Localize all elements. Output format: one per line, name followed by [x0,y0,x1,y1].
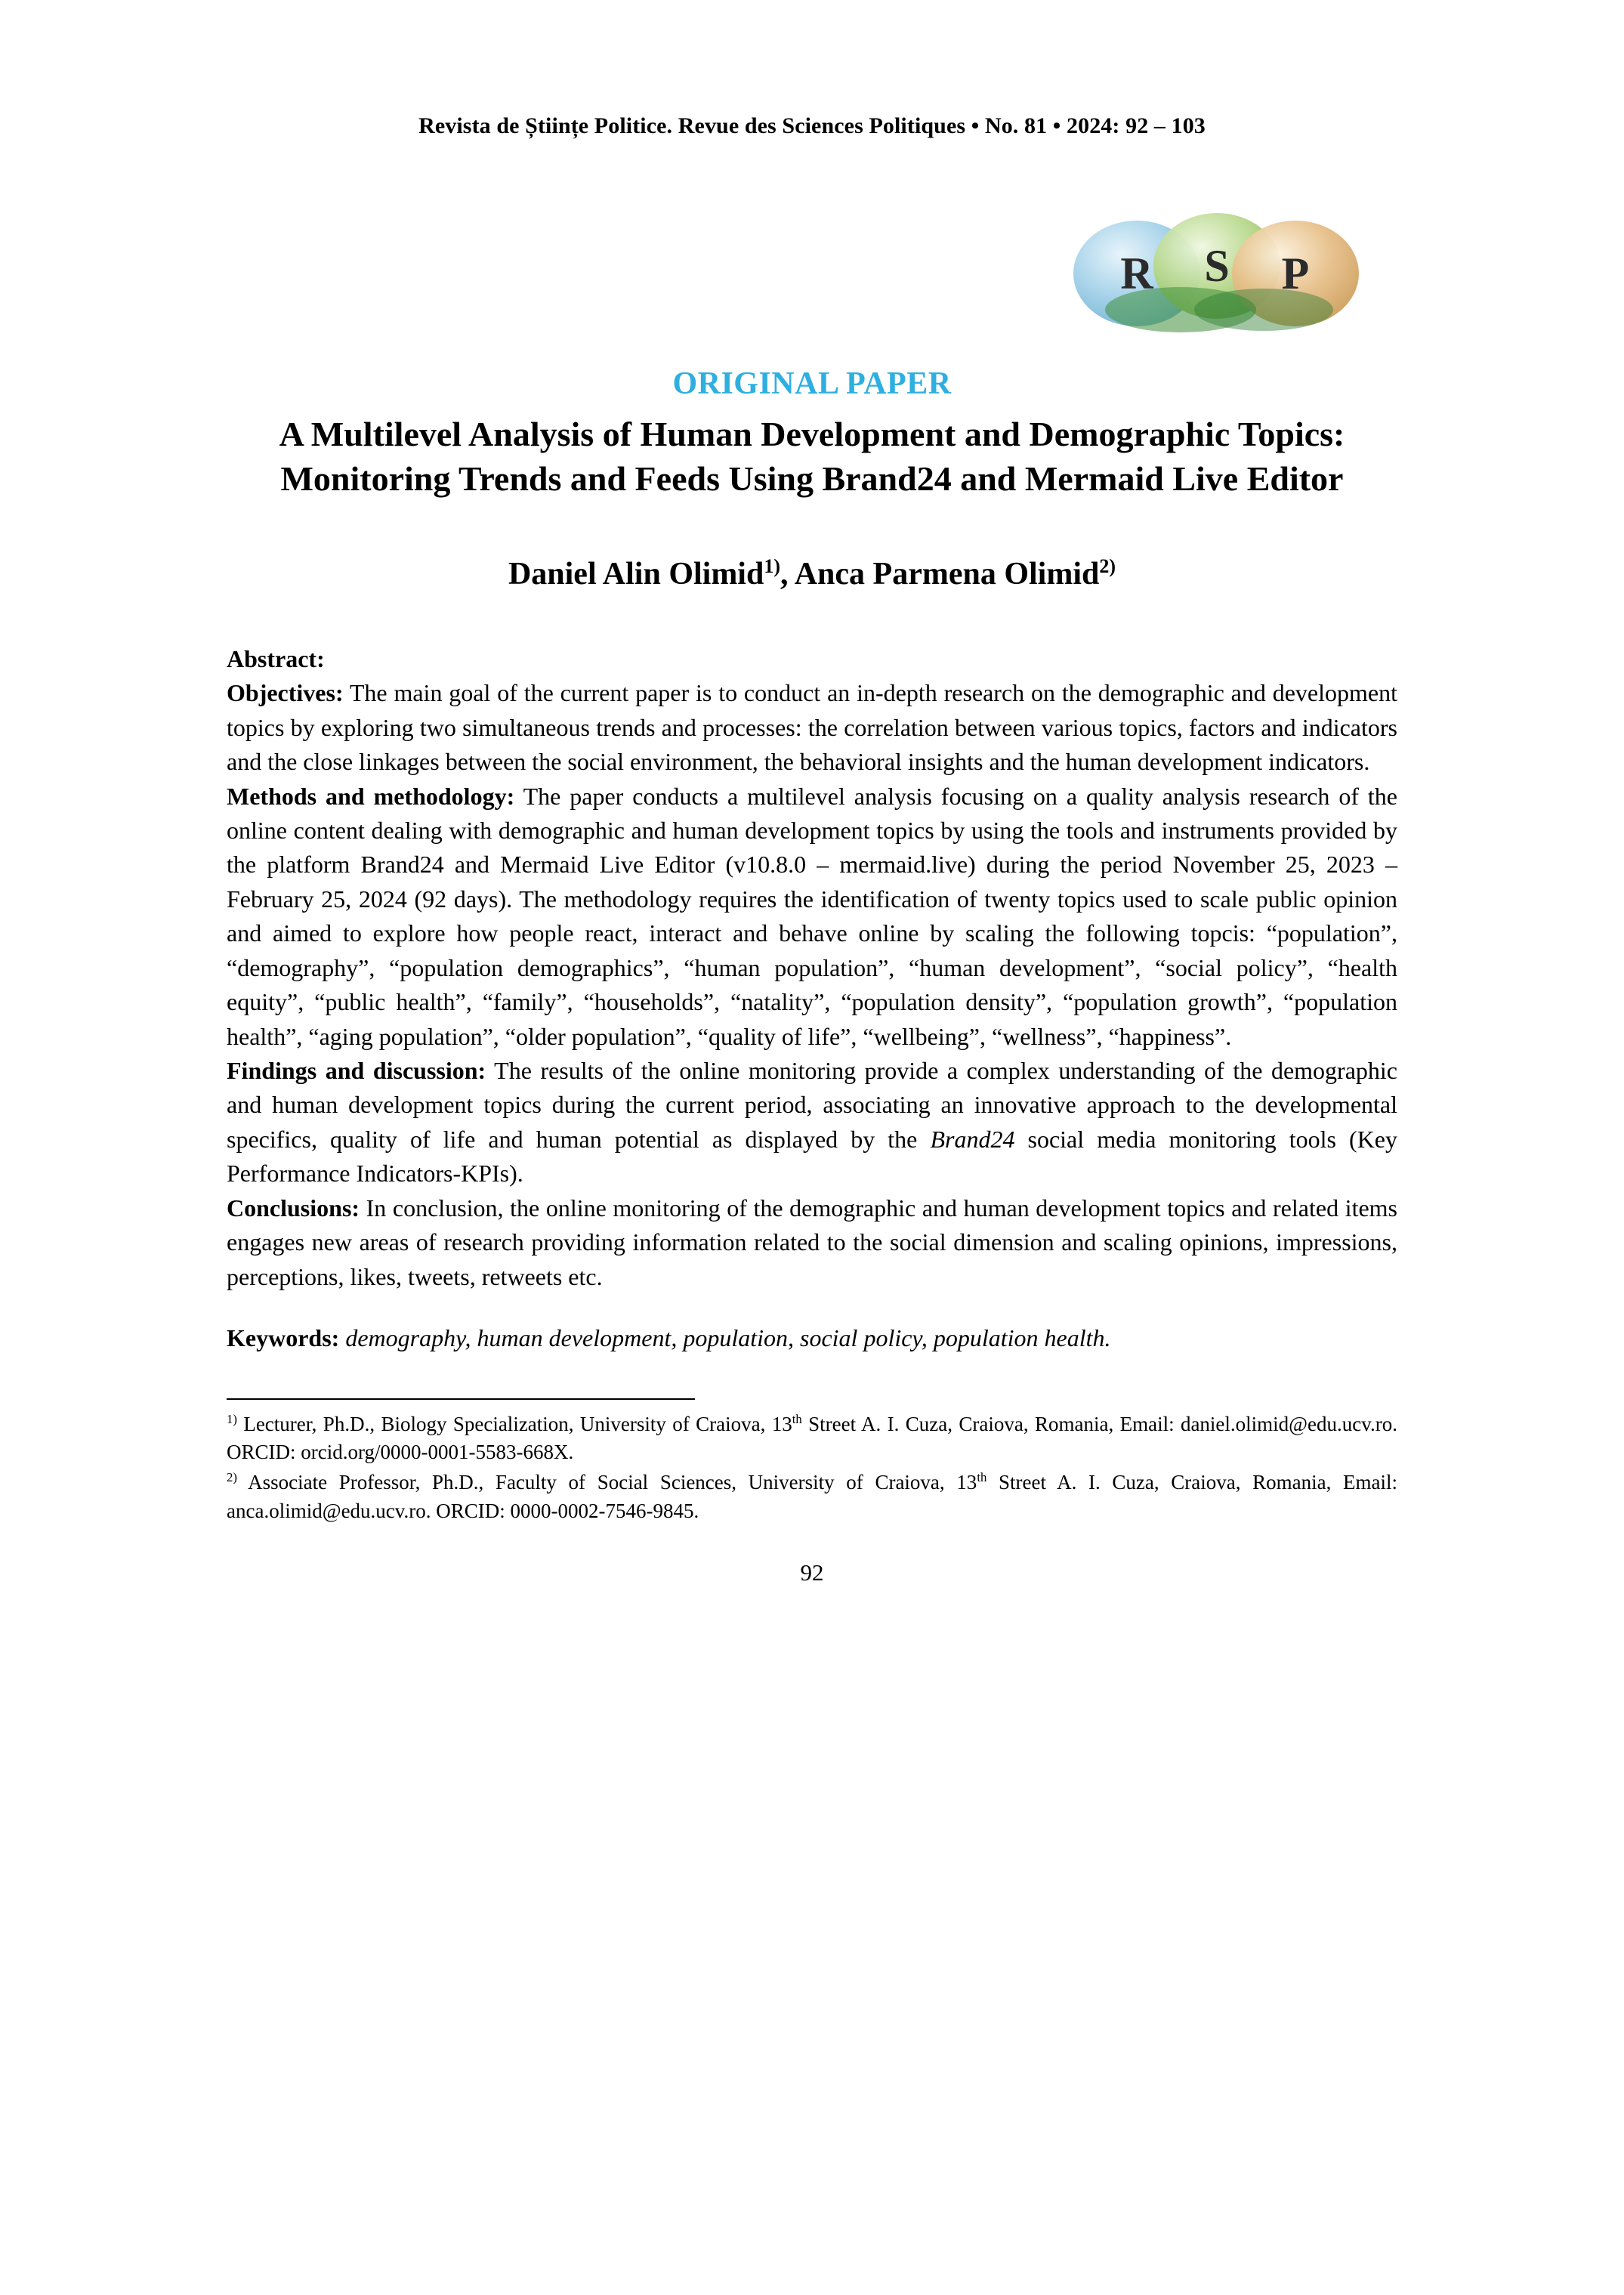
author-two-affiliation-marker: 2) [1099,554,1116,577]
abstract-objectives [227,676,1397,779]
findings-brand-name: Brand24 [930,1125,1015,1153]
svg-text:P: P [1281,249,1310,298]
footnote-two [227,1469,1397,1526]
methods-text: The paper conducts a multilevel analysis focusing on a quality analysis research of the online content dealing with demographic and human development topics by using the tools and instruments provided by the platform Brand24 and Mermaid Live Editor (v10.8.0 – mermaid.live) during the period November 25, 2023 – February 25, 2024 (92 days). The methodology requires the identification of twenty topics used to scale public opinion and aimed to explore how people react, interact and behave online by scaling the following topcis: “population”, “demography”, “population demographics”, “human population”, “human development”, “social policy”, “health equity”, “public health”, “family”, “households”, “natality”, “population density”, “population growth”, “population health”, “aging population”, “older population”, “quality of life”, “wellbeing”, “wellness”, “happiness”. [227,782,1398,1050]
footnote-one [227,1410,1397,1468]
footnote-one-marker: 1) [227,1411,237,1426]
svg-text:R: R [1120,249,1153,298]
abstract-section [227,642,1397,1294]
rsp-journal-logo [1069,204,1363,347]
page-title: A Multilevel Analysis of Human Development and Demographic Topics: Monitoring Trends and Feeds Using Brand24 and Mermaid Live Editor [279,415,1345,498]
footnote-two-text-a: Associate Professor, Ph.D., Faculty of Social Sciences, University of Craiova, 13 [236,1471,977,1494]
title-block [227,366,1397,502]
page-number: 92 [800,1558,824,1586]
conclusions-text: In conclusion, the online monitoring of the demographic and human development topics and related items engages new areas of research providing information related to the social dimension and scaling opinions, impressions, perceptions, likes, tweets, retweets etc. [227,1194,1397,1290]
author-separator: , [780,556,795,592]
author-one-affiliation-marker: 1) [764,554,781,577]
svg-text:S: S [1204,241,1230,291]
abstract-conclusions [227,1191,1397,1294]
keywords-text: demography, human development, population, social policy, population health. [339,1324,1111,1352]
objectives-text: The main goal of the current paper is to conduct an in-depth research on the demographic and development topics by exploring two simultaneous trends and processes: the correlation between various topics, factors and indicators and the close linkages between the social environment, the behavioral insights and the human development indicators. [227,679,1397,776]
footnote-one-text-a: Lecturer, Ph.D., Biology Specialization, University of Craiova, 13 [236,1412,792,1435]
findings-text-part-1: The results of the online monitoring provide a complex understanding of the demographic and human development topics during the current period, associating an innovative approach to the developmental specifics, quality of life and human potential as displayed by the [227,1057,1398,1153]
footnote-one-text-b: Street A. I. Cuza, Craiova, Romania, Email: daniel.olimid@edu.ucv.ro. ORCID: orcid.org/0000-0001-5583-668X. [227,1412,1397,1464]
footnote-one-ordinal: th [792,1411,802,1426]
keywords-label: Keywords: [227,1324,340,1352]
author-one-name: Daniel Alin Olimid [508,556,764,592]
findings-text-part-2: social media monitoring tools (Key Performance Indicators-KPIs). [227,1125,1398,1188]
keywords-section [227,1321,1397,1355]
article-type-label: ORIGINAL PAPER [672,366,952,401]
objectives-label: Objectives: [227,679,344,707]
findings-label: Findings and discussion: [227,1057,486,1084]
methods-label: Methods and methodology: [227,782,515,810]
conclusions-label: Conclusions: [227,1194,360,1222]
footnote-two-text-b: Street A. I. Cuza, Craiova, Romania, Email: anca.olimid@edu.ucv.ro. ORCID: 0000-0002-7546-9845. [227,1471,1397,1522]
abstract-methods [227,780,1397,1055]
footnote-two-marker: 2) [227,1470,237,1485]
abstract-heading: Abstract: [227,644,325,672]
footnotes-section [227,1410,1397,1526]
abstract-findings [227,1054,1397,1191]
author-two-name: Anca Parmena Olimid [794,556,1100,592]
footnote-two-ordinal: th [977,1470,987,1485]
footnote-divider [227,1398,695,1400]
author-list [227,556,1397,592]
running-head: Revista de Științe Politice. Revue des Sciences Politiques • No. 81 • 2024: 92 – 103 [418,113,1206,138]
